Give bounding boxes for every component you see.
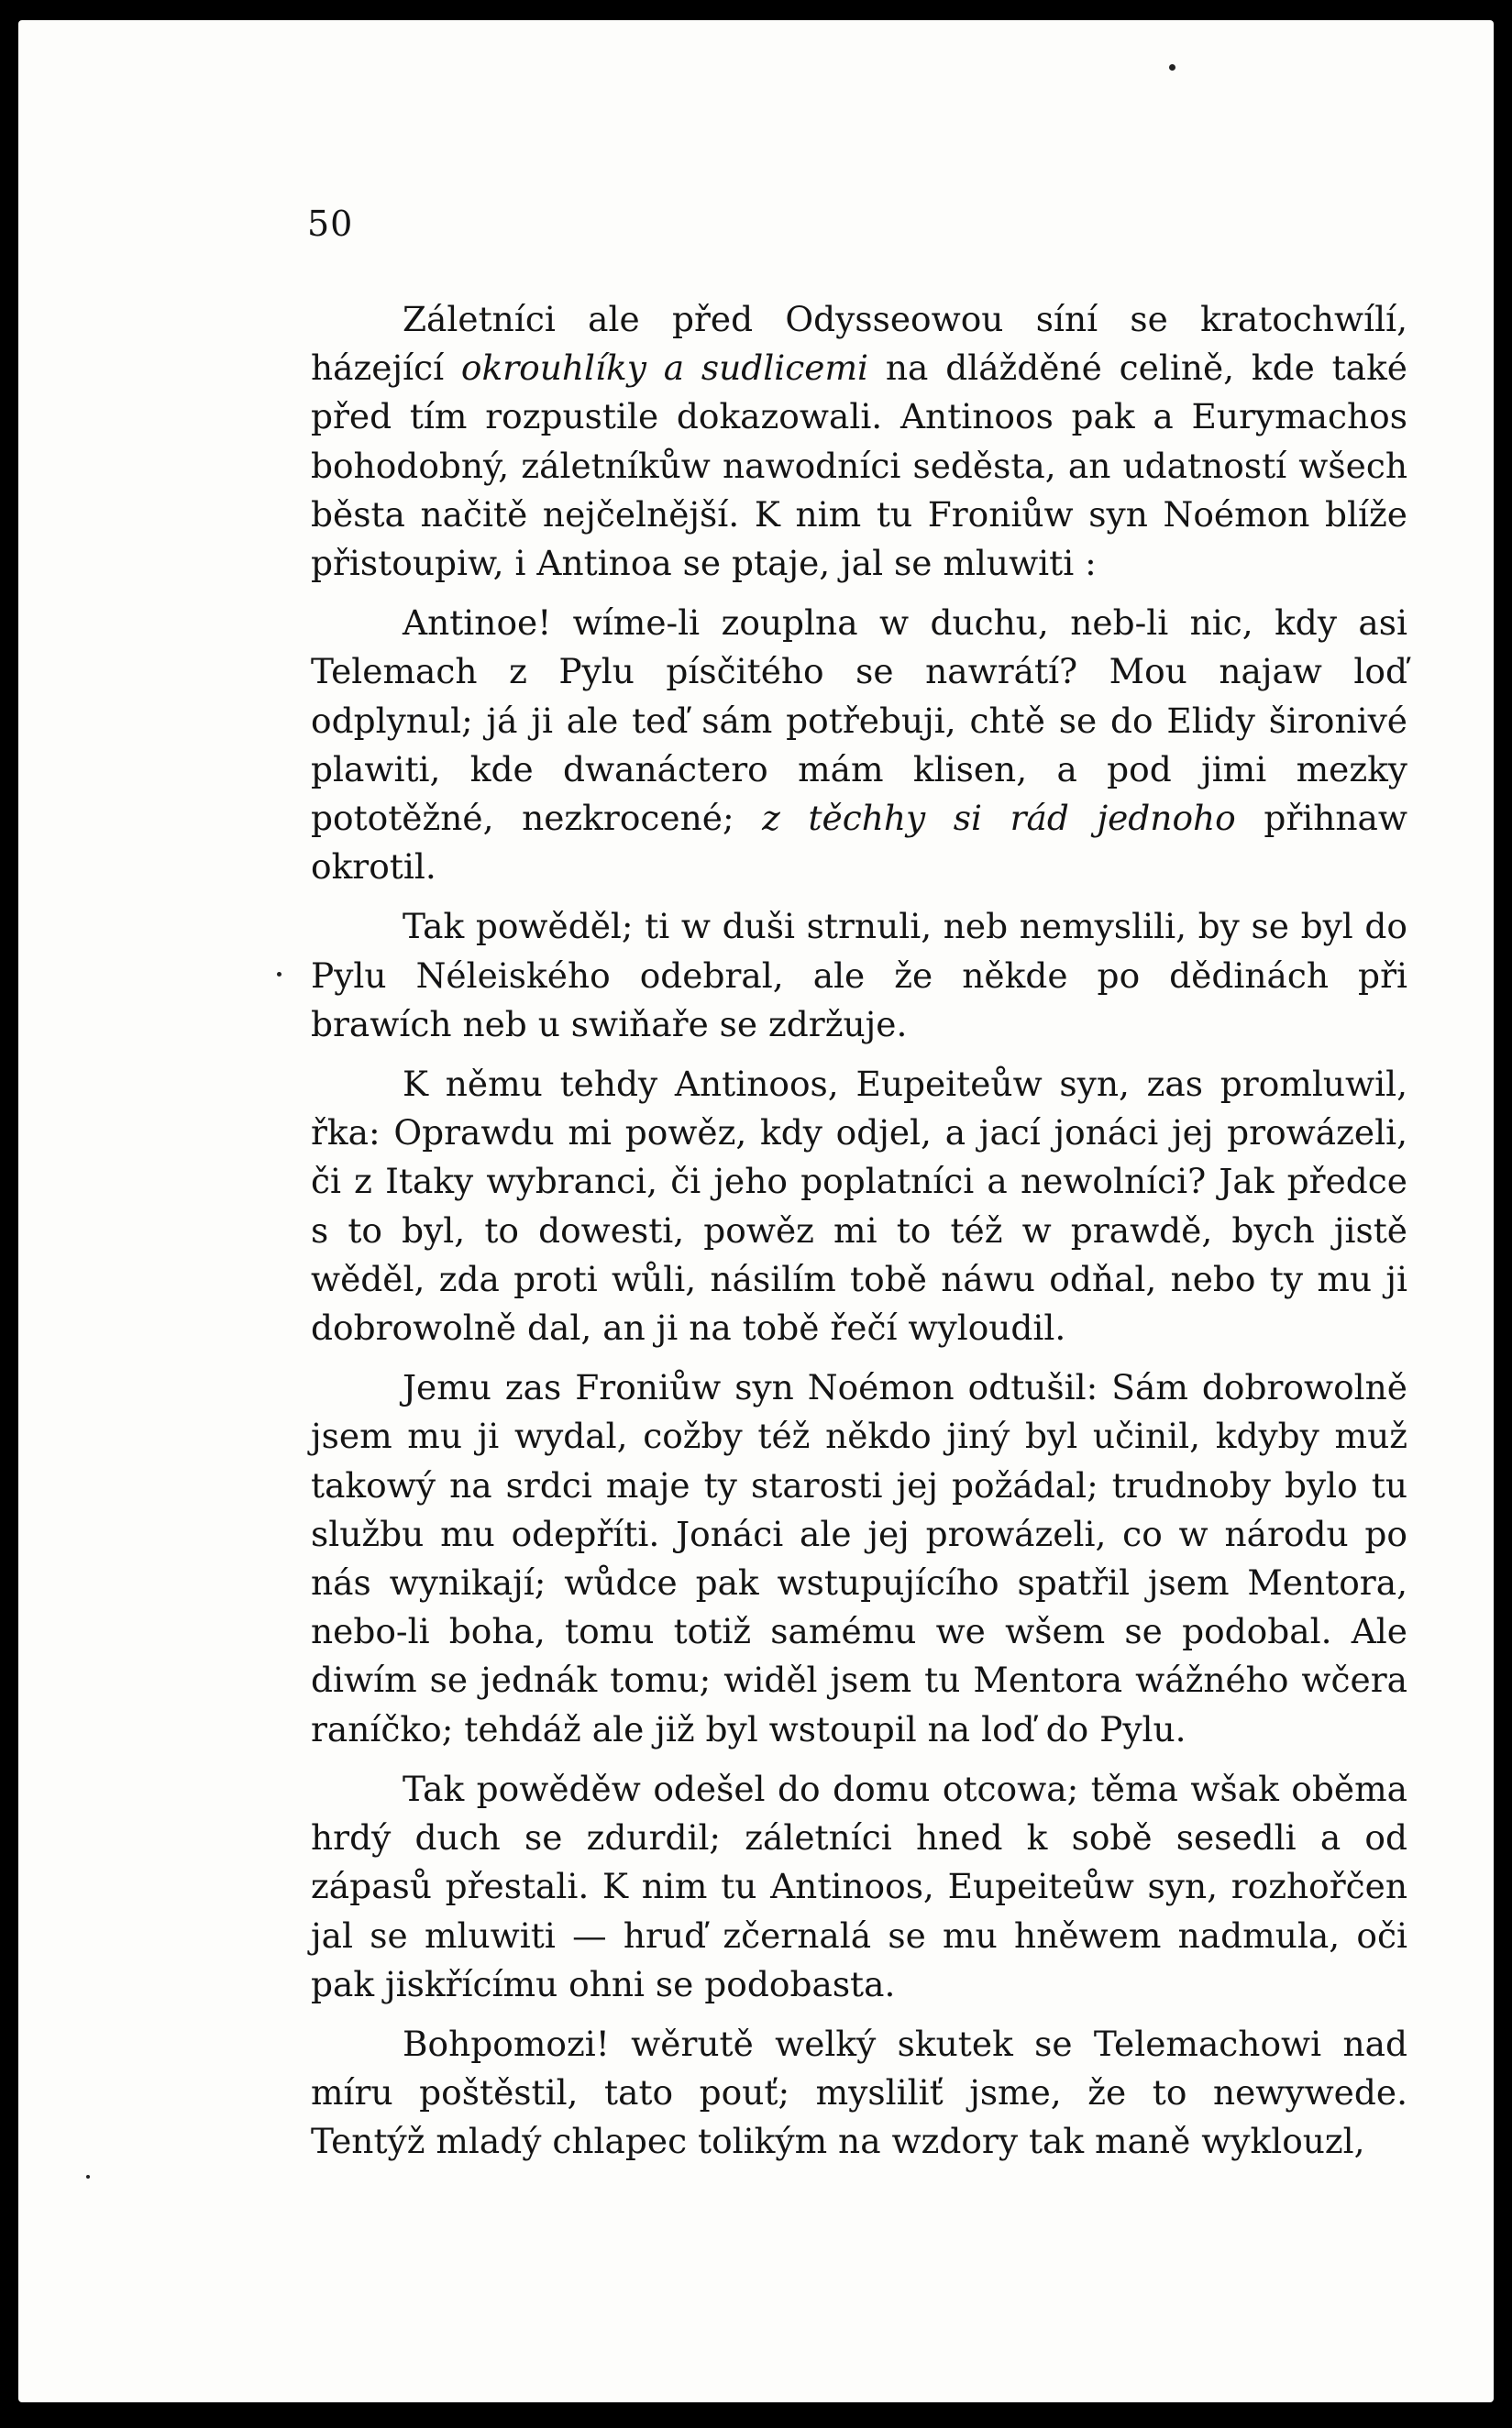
paragraph: Tak powěděw odešel do domu otcowa; těma wšak oběma hrdý duch se zdurdil; záletníci hned k sobě sesedli a od zápasů přestali. K nim tu Antinoos, Eupeiteůw syn, rozhořčen jal se mluwiti — hruď zčernalá se mu hněwem nadmula, oči pak jiskřícímu ohni se podobasta. [311, 1768, 1407, 2004]
ink-speck [86, 2175, 90, 2179]
paragraph: Bohpomozi! wěrutě welký skutek se Telemachowi nad míru poštěstil, tato pouť; mysliliť jsme, že to newywede. Tentýž mladý chlapec tolikým na wzdory tak maně wyklouzl, [311, 2023, 1407, 2162]
italic-phrase: z těchhy si rád jednoho [762, 798, 1236, 839]
paragraph: Jemu zas Froniůw syn Noémon odtušil: Sám dobrowolně jsem mu ji wydal, cožby též někdo jiný byl učinil, kdyby muž takowý na srdci maje ty starosti jej požádal; trudnoby bylo tu službu mu odepříti. Jonáci ale jej prowázeli, co w národu po nás wynikají; wůdce pak wstupujícího spatřil jsem Mentora, nebo-li boha, tomu totiž samému we wšem se podobal. Ale diwím se jednák tomu; widěl jsem tu Mentora wážného wčera raníčko; tehdáž ale již byl wstoupil na loď do Pylu. [311, 1367, 1407, 1749]
book-page [18, 20, 1494, 2402]
ink-speck [277, 972, 281, 977]
paragraph: Tak powěděl; ti w duši strnuli, neb nemyslili, by se byl do Pylu Néleiského odebral, ale že někde po dědinách při brawích neb u swiňaře se zdržuje. [311, 906, 1407, 1044]
ink-speck [1169, 64, 1175, 71]
italic-phrase: okrouhlíky a sudlicemi [460, 348, 869, 389]
paragraph: Antinoe! wíme-li zouplna w duchu, neb-li nic, kdy asi Telemach z Pylu písčitého se nawrátí? Mou najaw loď odplynul; já ji ale teď sám potřebuji, chtě se do Elidy šironivé plawiti, kde dwanáctero mám klisen, a pod jimi mezky pototěžné, nezkrocené; z těchhy si rád jednoho přihnaw okrotil. [311, 602, 1408, 888]
page-number: 50 [307, 204, 354, 244]
body-text [311, 295, 1407, 2167]
paragraph: Záletníci ale před Odysseowou síní se kratochwílí, házející okrouhlíky a sudlicemi na dlážděné celině, kde také před tím rozpustile dokazowali. Antinoos pak a Eurymachos bohodobný, záletníkůw nawodníci seděsta, an udatností wšech běsta načitě nejčelnější. K nim tu Froniůw syn Noémon blíže přistoupiw, i Antinoa se ptaje, jal se mluwiti : [311, 299, 1408, 584]
paragraph: K němu tehdy Antinoos, Eupeiteůw syn, zas promluwil, řka: Oprawdu mi powěz, kdy odjel, a jací jonáci jej prowázeli, či z Itaky wybranci, či jeho poplatníci a newolníci? Jak předce s to byl, to dowesti, powěz mi to též w prawdě, bych jistě wěděl, zda proti wůli, násilím tobě náwu odňal, nebo ty mu ji dobrowolně dal, an ji na tobě řečí wyloudil. [311, 1064, 1407, 1349]
